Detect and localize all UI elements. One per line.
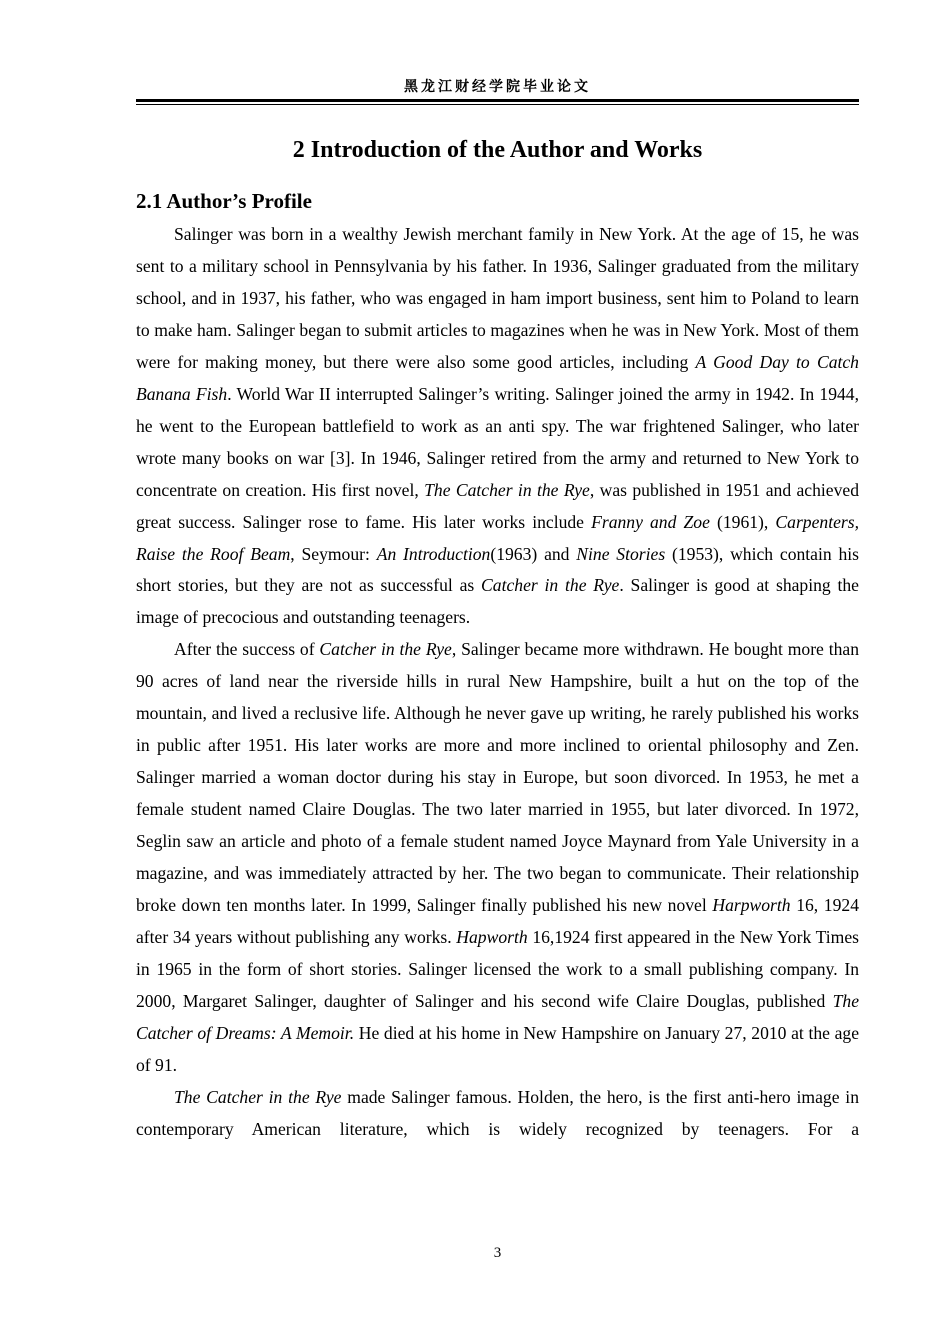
text-run: , Seymour: [290,543,377,564]
italic-title-text: The Catcher in the Rye [174,1086,342,1107]
text-run: . World War II interrupted Salinger’s writing. Salinger joined the army in 1942. In 1944, he went to the European battlefield to work as an anti spy. The war frightened Salinger, who later wrote many books on war [3]. In 1946, Salinger retired from the army and returned to New York to concentrate on creation. His first novel, [136,383,859,500]
text-run: , was published in 1951 and achieved great success. Salinger rose to fame. His later works include [136,479,859,532]
paragraph [136,219,859,634]
paragraph [136,1082,859,1146]
header-rule-thin [136,104,859,105]
text-run: , Salinger became more withdrawn. He bought more than 90 acres of land near the riverside hills in rural New Hampshire, built a hut on the top of the mountain, and lived a reclusive life. Although he never gave up writing, he rarely published his works in public after 1951. His later works are more and more inclined to oriental philosophy and Zen. Salinger married a woman doctor during his stay in Europe, but soon divorced. In 1953, he met a female student named Claire Douglas. The two later married in 1955, but later divorced. In 1972, Seglin saw an article and photo of a female student named Joyce Maynard from Yale University in a magazine, and was immediately attracted by her. The two began to communicate. Their relationship broke down ten months later. In 1999, Salinger finally published his new novel [136,639,859,916]
italic-title-text: Franny and Zoe [591,511,710,532]
text-run: 16, 1924 after 34 years without publishing any works. [136,895,859,947]
text-run: made Salinger famous. Holden, the hero, is the first anti-hero image in contemporary American literature, which is widely recognized by teenagers. For a [136,1086,859,1139]
text-run: (1953), which contain his short stories, but they are not as successful as [136,543,860,596]
text-run: . Salinger is good at shaping the image of precocious and outstanding teenagers. [136,575,859,628]
italic-title-text: An Introduction [376,543,491,564]
page-number: 3 [493,1245,502,1261]
chapter-title: 2 Introduction of the Author and Works [292,137,703,163]
italic-title-text: The Catcher in the Rye [424,479,590,500]
text-run: 16,1924 first appeared in the New York Times in 1965 in the form of short stories. Salinger licensed the work to a small publishing company. In 2000, Margaret Salinger, daughter of Salinger and his second wife Claire Douglas, published [136,926,859,1011]
italic-title-text: Catcher in the Rye [319,639,452,660]
text-run: He died at his home in New Hampshire on January 27, 2010 at the age of 91. [136,1022,860,1075]
paragraph [136,634,859,1081]
italic-title-text: Nine Stories [576,543,666,564]
body-text [136,219,859,1146]
italic-title-text: Harpworth [712,895,791,916]
text-run: (1961), [709,511,776,532]
header-rule-thick [136,99,859,102]
text-run: After the success of [174,639,320,660]
italic-title-text: Hapworth [456,926,528,947]
italic-title-text: A Good Day to Catch Banana Fish [136,351,859,404]
text-run: Salinger was born in a wealthy Jewish merchant family in New York. At the age of 15, he was sent to a military school in Pennsylvania by his father. In 1936, Salinger graduated from the military school, and in 1937, his father, who was engaged in ham import business, sent him to Poland to learn to make ham. Salinger began to submit articles to magazines when he was in New York. Most of them were for making money, but there were also some good articles, including [136,224,859,372]
italic-title-text: The Catcher of Dreams: A Memoir. [136,990,859,1043]
running-header: 黑龙江财经学院毕业论文 [404,79,591,95]
section-title: 2.1 Author’s Profile [136,189,312,213]
italic-title-text: Carpenters, Raise the Roof Beam [136,511,859,564]
italic-title-text: Catcher in the Rye [481,575,620,596]
text-run: (1963) and [490,543,577,564]
